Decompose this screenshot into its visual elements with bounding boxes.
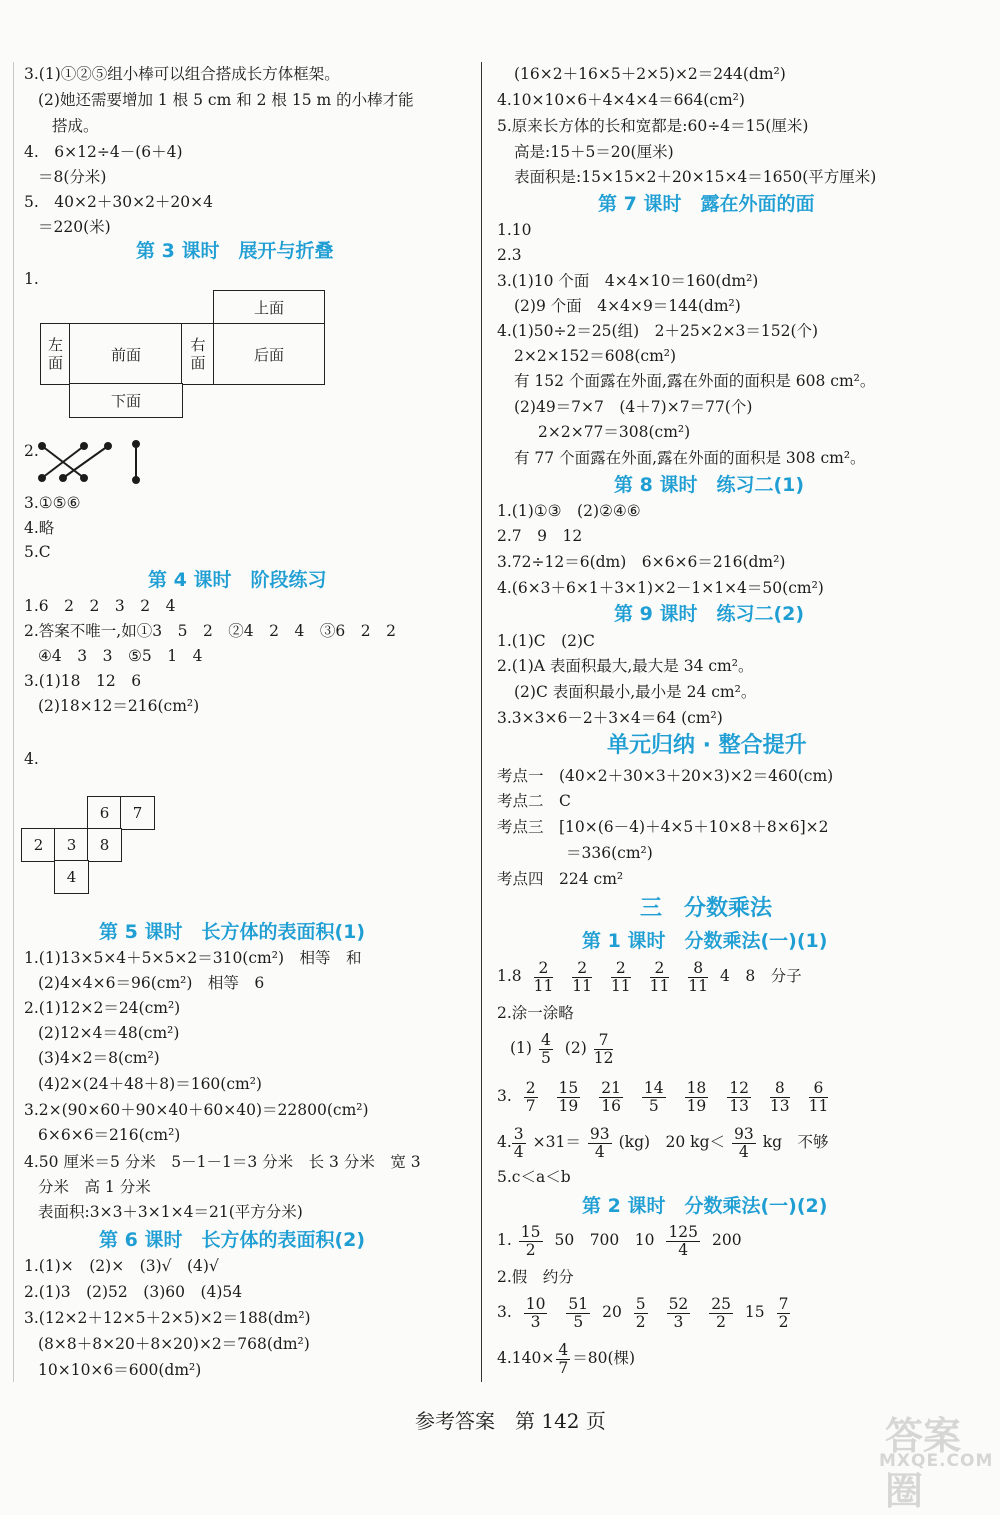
answer-line: 1.10	[497, 221, 532, 239]
answer-line: 高是:15＋5＝20(厘米)	[514, 143, 674, 161]
fraction: $\frac{12}{13}$	[729, 1078, 749, 1115]
answer-line: 4.50 厘米＝5 分米 5－1－1＝3 分米 长 3 分米 宽 3	[24, 1153, 421, 1171]
match-dot	[39, 443, 45, 449]
fraction: $\frac{21}{16}$	[601, 1078, 621, 1115]
answer-text: 200	[711, 1231, 742, 1249]
fraction: $\frac{7}{12}$	[593, 1030, 614, 1067]
answer-line: 3.(1)10 个面 4×4×10＝160(dm²)	[497, 272, 759, 290]
net-number-cell: 6	[87, 796, 122, 830]
fraction: $\frac{8}{11}$	[688, 958, 709, 995]
section-heading: 第 2 课时 分数乘法(一)(2)	[582, 1195, 828, 1217]
answer-text: ×31＝	[532, 1133, 581, 1151]
answer-line: (3)4×2＝8(cm²)	[38, 1049, 160, 1067]
answer-text: (1)	[510, 1039, 532, 1057]
match-dot	[133, 441, 139, 447]
answer-line	[497, 1340, 635, 1377]
answer-line: 2.假 约分	[497, 1268, 574, 1286]
answer-line: 4.略	[24, 519, 55, 537]
match-dot	[133, 477, 139, 483]
answer-text: 3.	[497, 1087, 512, 1105]
fraction: $\frac{7}{2}$	[778, 1294, 789, 1331]
answer-line: (2)12×4＝48(cm²)	[38, 1024, 180, 1042]
match-line	[63, 446, 108, 478]
answer-text: ＝80(棵)	[572, 1349, 636, 1367]
section-heading: 第 6 课时 长方体的表面积(2)	[99, 1229, 366, 1251]
answer-line: 2×2×77＝308(cm²)	[538, 423, 691, 441]
fraction: $\frac{18}{19}$	[686, 1078, 707, 1115]
watermark-text: 答案圈	[885, 1414, 962, 1513]
answer-text: (2)	[564, 1039, 587, 1057]
answer-line: 考点四 224 cm²	[497, 870, 624, 888]
answer-line: 2.涂一涂略	[497, 1004, 574, 1022]
net-face-left: 左面	[40, 323, 71, 385]
answer-line: 1.(1)× (2)× (3)√ (4)√	[24, 1257, 219, 1275]
fraction: $\frac{4}{5}$	[540, 1030, 551, 1067]
answer-line: 3.3×3×6－2＋3×4＝64 (cm²)	[497, 709, 723, 727]
answer-line	[497, 958, 802, 995]
answer-line: ④4 3 3 ⑤5 1 4	[38, 647, 203, 665]
fraction: $\frac{2}{11}$	[572, 958, 592, 995]
section-heading: 第 7 课时 露在外面的面	[598, 193, 815, 215]
section-heading: 第 8 课时 练习二(1)	[614, 474, 805, 496]
net-face-front: 前面	[69, 323, 183, 385]
answer-line: 2.(1)A 表面积最大,最大是 34 cm²。	[497, 657, 754, 675]
answer-line: (2)18×12＝216(cm²)	[38, 697, 200, 715]
left-margin-rule	[13, 62, 14, 1382]
net-face-top: 上面	[213, 290, 325, 325]
answer-line: 表面积是:15×15×2＋20×15×4＝1650(平方厘米)	[514, 168, 877, 186]
net-number-cell: 7	[120, 796, 155, 830]
match-dot	[60, 475, 66, 481]
answer-line: 5.C	[24, 543, 51, 561]
net-number-cell: 8	[87, 828, 122, 862]
answer-text: 50 700 10	[554, 1231, 655, 1249]
fraction: $\frac{6}{11}$	[808, 1078, 829, 1115]
answer-text: 1.	[497, 1231, 512, 1249]
net-number-cell: 3	[54, 828, 89, 862]
section-heading: 第 9 课时 练习二(2)	[614, 603, 805, 625]
fraction: $\frac{5}{2}$	[635, 1294, 646, 1331]
answer-line: 考点一 (40×2＋30×3＋20×3)×2＝460(cm)	[497, 767, 834, 785]
section-heading: 第 4 课时 阶段练习	[148, 569, 327, 591]
answer-line: 3.2×(90×60＋90×40＋60×40)＝22800(cm²)	[24, 1101, 369, 1119]
answer-text: 3.	[497, 1303, 512, 1321]
answer-line: ＝336(cm²)	[566, 844, 653, 862]
net-number-cell: 4	[54, 860, 89, 894]
page-footer: 参考答案 第 142 页	[415, 1409, 606, 1433]
section-heading: 第 3 课时 展开与折叠	[136, 240, 334, 262]
match-dot	[39, 475, 45, 481]
answer-text: 4.	[497, 1133, 512, 1151]
fraction: $\frac{51}{5}$	[568, 1294, 589, 1331]
fraction: $\frac{15}{2}$	[520, 1222, 541, 1259]
fraction: $\frac{15}{19}$	[558, 1078, 579, 1115]
answer-line: (2)她还需要增加 1 根 5 cm 和 2 根 15 m 的小棒才能	[38, 91, 414, 109]
answer-line	[510, 1030, 620, 1067]
fraction: $\frac{25}{2}$	[711, 1294, 731, 1331]
answer-line: 考点二 C	[497, 792, 571, 810]
answer-line: 2.3	[497, 246, 522, 264]
answer-line	[497, 1294, 797, 1331]
section-heading: 单元归纳 · 整合提升	[607, 733, 807, 758]
answer-text: 15	[744, 1303, 765, 1321]
answer-line: 3.①⑤⑥	[24, 494, 81, 512]
answer-line: 2.7 9 12	[497, 527, 583, 545]
watermark-url: MXQE.COM	[879, 1451, 994, 1471]
answer-line: 1.(1)C (2)C	[497, 632, 595, 650]
net-face-bottom: 下面	[69, 383, 183, 418]
chapter-heading: 三 分数乘法	[640, 896, 773, 921]
answer-line: 有 152 个面露在外面,露在外面的面积是 608 cm²。	[514, 372, 876, 390]
answer-line: (4)2×(24＋48＋8)＝160(cm²)	[38, 1075, 262, 1093]
answer-text: 4 8 分子	[719, 967, 802, 985]
answer-line	[497, 1078, 835, 1115]
match-dot	[81, 475, 87, 481]
answer-line: 4.	[24, 750, 39, 768]
answer-text: 1.8	[497, 967, 522, 985]
answer-line: ＝8(分米)	[38, 168, 107, 186]
net-face-back: 后面	[213, 323, 325, 385]
fraction: $\frac{2}{11}$	[610, 958, 631, 995]
match-dot	[81, 443, 87, 449]
answer-line: 3.72÷12＝6(dm) 6×6×6＝216(dm²)	[497, 553, 786, 571]
fraction: $\frac{4}{7}$	[558, 1340, 569, 1377]
answer-line: 5.原来长方体的长和宽都是:60÷4＝15(厘米)	[497, 117, 809, 135]
fraction: $\frac{93}{4}$	[734, 1124, 754, 1161]
answer-line: 1.(1)①③ (2)②④⑥	[497, 502, 641, 520]
answer-line: 1.(1)13×5×4＋5×5×2＝310(cm²) 相等 和	[24, 949, 362, 967]
answer-line: 3.(12×2＋12×5＋2×5)×2＝188(dm²)	[24, 1309, 311, 1327]
answer-line: 3.(1)①②⑤组小棒可以组合搭成长方体框架。	[24, 65, 340, 83]
match-dot	[105, 443, 111, 449]
answer-line: 5.c＜a＜b	[497, 1168, 571, 1186]
answer-line: (16×2＋16×5＋2×5)×2＝244(dm²)	[514, 65, 786, 83]
section-heading: 第 1 课时 分数乘法(一)(1)	[582, 930, 828, 952]
fraction: $\frac{52}{3}$	[668, 1294, 689, 1331]
section-heading: 第 5 课时 长方体的表面积(1)	[99, 921, 366, 943]
answer-text: 4.140×	[497, 1349, 555, 1367]
fraction: $\frac{125}{4}$	[668, 1222, 699, 1259]
answer-line: 4.(1)50÷2＝25(组) 2＋25×2×3＝152(个)	[497, 322, 819, 340]
fraction: $\frac{2}{11}$	[649, 958, 670, 995]
answer-line: 3.(1)18 12 6	[24, 672, 142, 690]
answer-line: 搭成。	[52, 117, 99, 135]
answer-line: 5. 40×2＋30×2＋20×4	[24, 193, 214, 211]
answer-text: kg 不够	[762, 1133, 829, 1151]
fraction: $\frac{10}{3}$	[525, 1294, 546, 1331]
answer-line: 1.6 2 2 3 2 4	[24, 597, 176, 615]
fraction: $\frac{8}{13}$	[769, 1078, 790, 1115]
fraction: $\frac{2}{11}$	[533, 958, 554, 995]
answer-line: (2)49＝7×7 (4＋7)×7＝77(个)	[514, 398, 753, 416]
answer-line	[497, 1222, 742, 1259]
watermark-logo	[875, 1405, 994, 1513]
fraction: $\frac{2}{7}$	[525, 1078, 536, 1115]
answer-line	[497, 1124, 829, 1161]
net-number-cell: 2	[21, 828, 56, 862]
matching-lines-diagram	[36, 440, 146, 484]
answer-line: (2)4×4×6＝96(cm²) 相等 6	[38, 974, 265, 992]
answer-line: 2.(1)12×2＝24(cm²)	[24, 999, 181, 1017]
answer-line: 4. 6×12÷4－(6＋4)	[24, 143, 183, 161]
fraction: $\frac{93}{4}$	[589, 1124, 610, 1161]
fraction: $\frac{3}{4}$	[513, 1124, 524, 1161]
answer-line: 2.答案不唯一,如①3 5 2 ②4 2 4 ③6 2 2	[24, 622, 396, 640]
answer-line: ＝220(米)	[38, 218, 111, 236]
answer-line: (2)C 表面积最小,最小是 24 cm²。	[514, 683, 757, 701]
answer-line: 4.10×10×6＋4×4×4＝664(cm²)	[497, 91, 745, 109]
answer-line: 2.	[24, 442, 39, 460]
answer-line: 分米 高 1 分米	[38, 1178, 151, 1196]
fraction: $\frac{14}{5}$	[643, 1078, 664, 1115]
answer-line: 有 77 个面露在外面,露在外面的面积是 308 cm²。	[514, 449, 866, 467]
answer-line: 4.(6×3＋6×1＋3×1)×2－1×1×4＝50(cm²)	[497, 579, 824, 597]
answer-line: 2.(1)3 (2)52 (3)60 (4)54	[24, 1283, 243, 1301]
answer-line: 10×10×6＝600(dm²)	[38, 1361, 202, 1379]
answer-line: (8×8＋8×20＋8×20)×2＝768(dm²)	[38, 1335, 310, 1353]
net-face-right: 右面	[181, 323, 215, 385]
answer-line: 表面积:3×3＋3×1×4＝21(平方分米)	[38, 1203, 303, 1221]
column-divider	[481, 62, 482, 1382]
answer-line: 2×2×152＝608(cm²)	[514, 347, 677, 365]
answer-line: 6×6×6＝216(cm²)	[38, 1126, 181, 1144]
answer-line: 1.	[24, 270, 39, 288]
answer-text: 20	[602, 1303, 622, 1321]
answer-line: 考点三 [10×(6－4)＋4×5＋10×8＋8×6]×2	[497, 818, 829, 836]
answer-text: (kg) 20 kg＜	[618, 1133, 725, 1151]
answer-line: (2)9 个面 4×4×9＝144(dm²)	[514, 297, 741, 315]
